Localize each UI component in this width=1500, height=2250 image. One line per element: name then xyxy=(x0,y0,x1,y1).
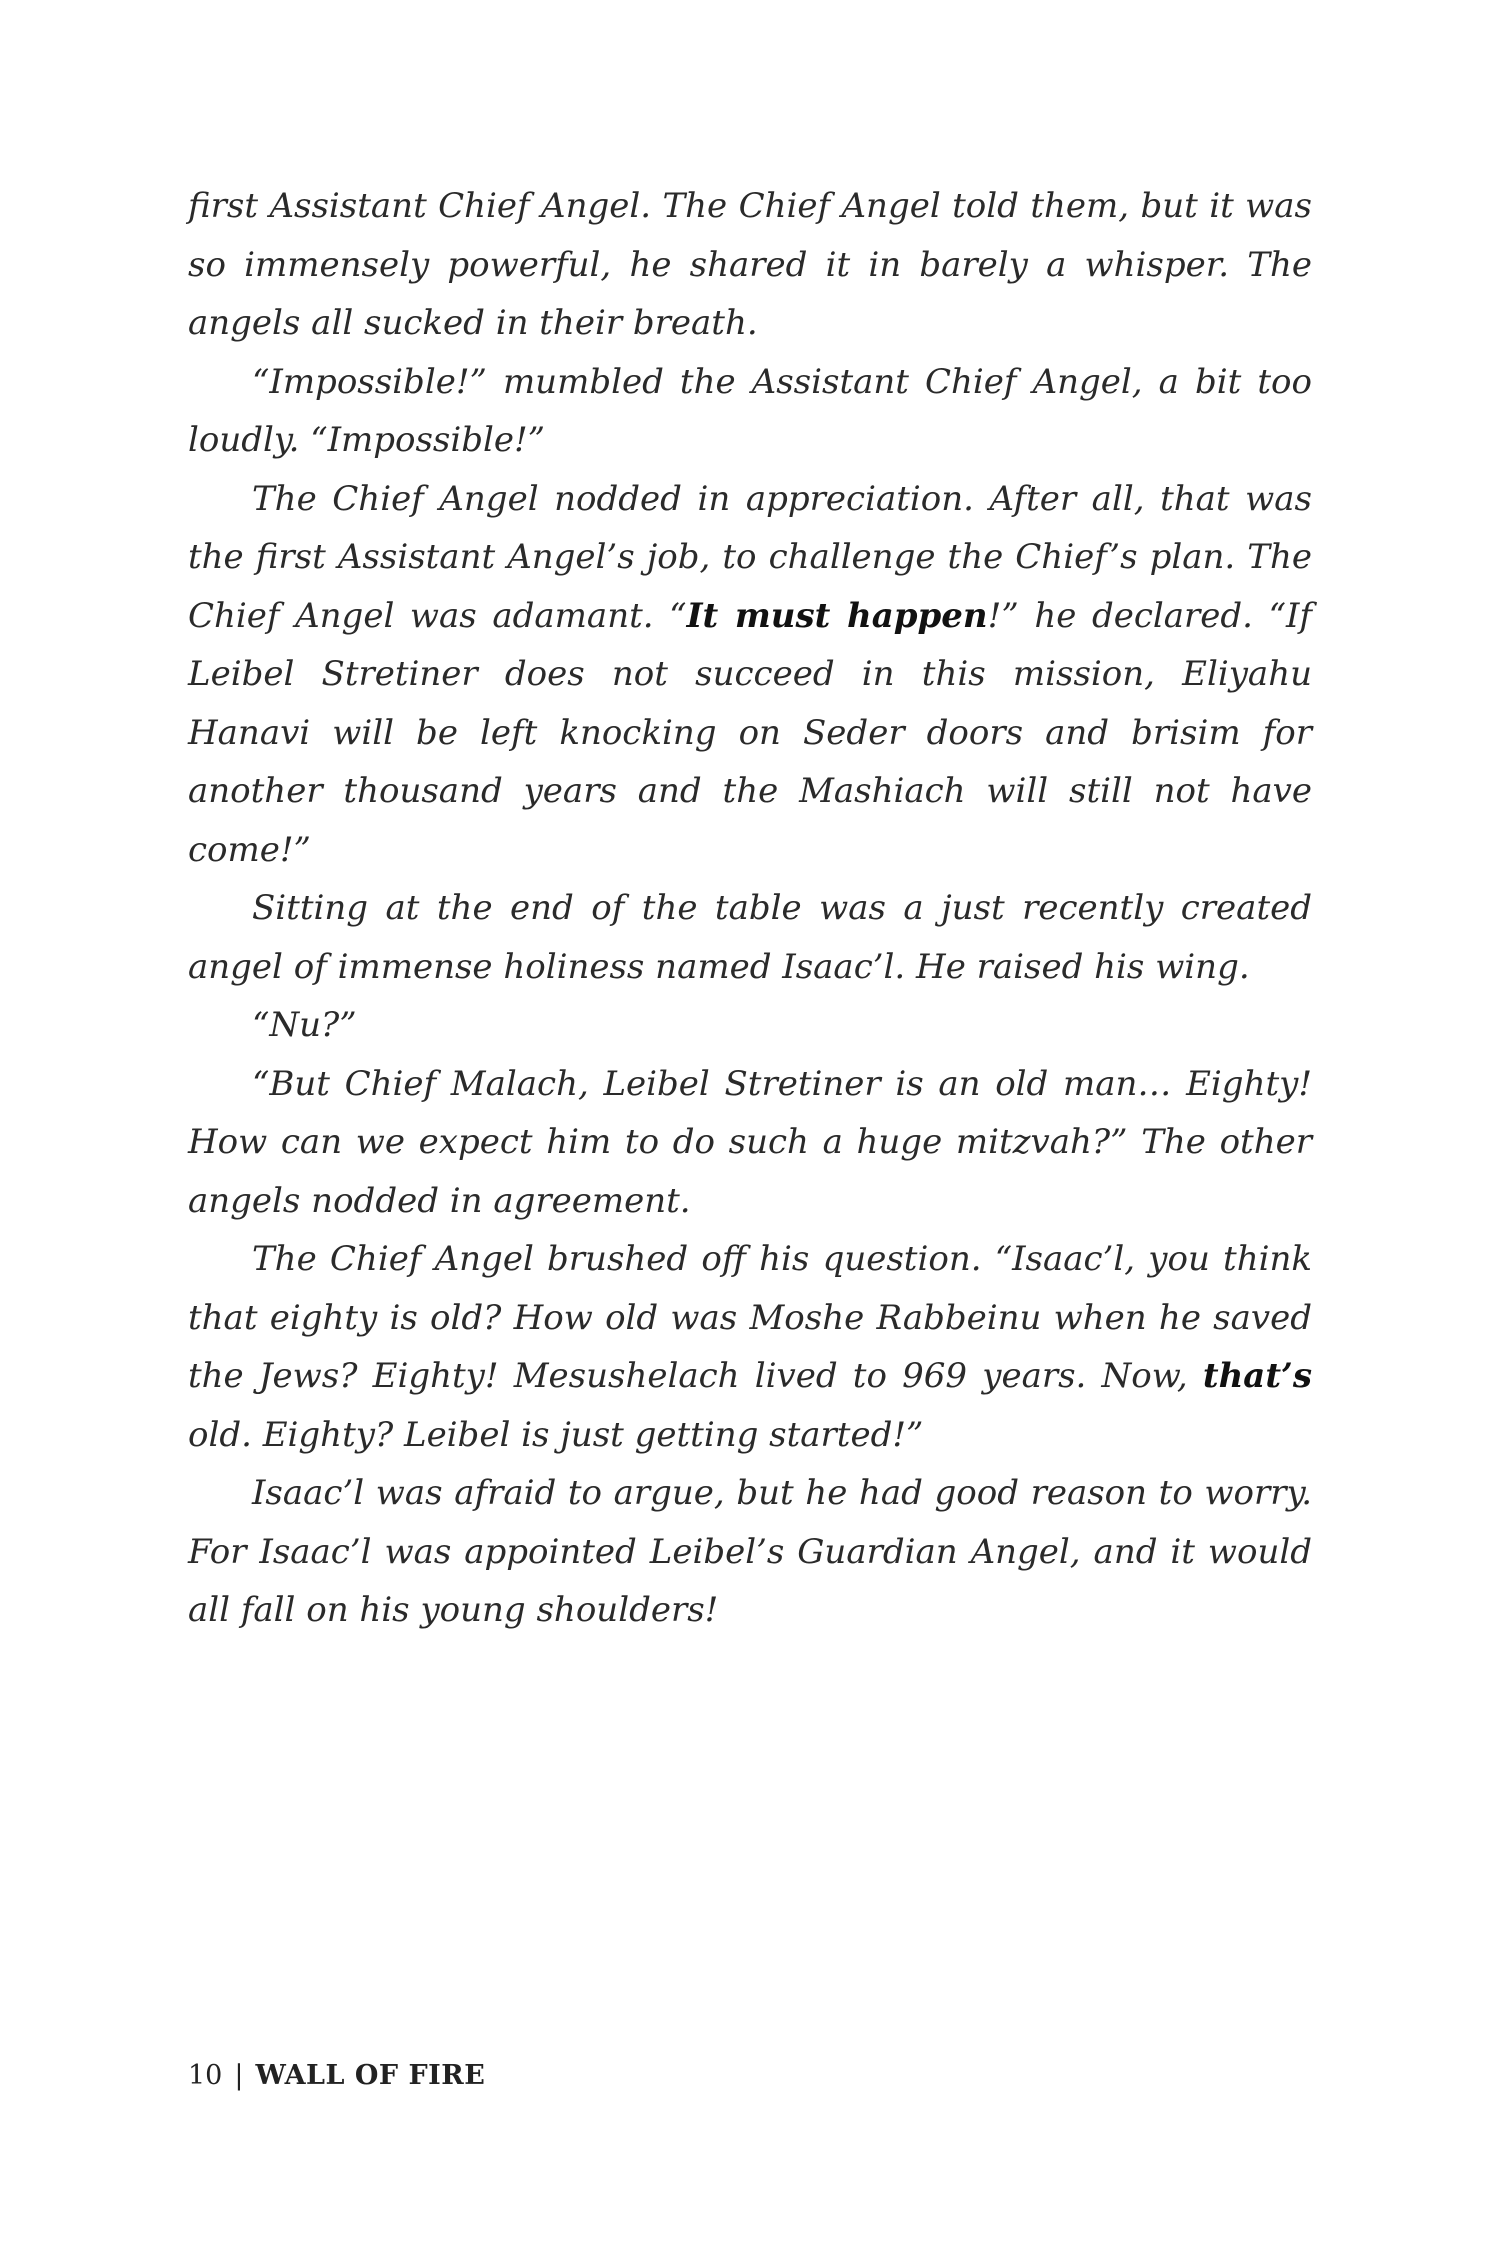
text-segment: old. Eighty? Leibel is just getting started!” xyxy=(188,1414,924,1455)
paragraph xyxy=(188,1055,1312,1231)
paragraph xyxy=(188,1464,1312,1640)
paragraph xyxy=(188,879,1312,996)
page-number: 10 xyxy=(188,2060,223,2091)
emphasis-text: It must happen xyxy=(686,595,988,636)
footer-separator: | xyxy=(234,2060,244,2091)
paragraph xyxy=(188,1230,1312,1464)
emphasis-text: that’s xyxy=(1202,1356,1312,1396)
paragraph xyxy=(188,353,1312,470)
book-title: WALL OF FIRE xyxy=(255,2060,486,2091)
body-text xyxy=(188,177,1312,1640)
text-segment: The Chief Angel brushed off his question. “Isaac’l, you think that eighty is old? How old was Moshe Rabbeinu when he saved the Jews? Eighty! Mesushelach lived to 969 years. Now, xyxy=(188,1239,1312,1396)
text-segment: first Assistant Chief Angel. The Chief Angel told them, but it was so immensely powerful, he shared it in barely a whisper. The angels all sucked in their breath. xyxy=(188,186,1312,343)
text-segment: “Nu?” xyxy=(252,1005,357,1045)
page-footer xyxy=(188,2060,485,2091)
text-segment: Sitting at the end of the table was a just recently created angel of immense holiness named Isaac’l. He raised his wing. xyxy=(188,888,1312,987)
text-segment: “But Chief Malach, Leibel Stretiner is an old man… Eighty! How can we expect him to do such a huge mitzvah?” The other angels nodded in agreement. xyxy=(188,1063,1312,1221)
paragraph xyxy=(188,177,1312,353)
paragraph xyxy=(188,996,1312,1055)
text-segment: Isaac’l was afraid to argue, but he had good reason to worry. For Isaac’l was appointed Leibel’s Guardian Angel, and it would all fall on his young shoulders! xyxy=(188,1473,1312,1630)
paragraph xyxy=(188,470,1312,880)
text-segment: “Impossible!” mumbled the Assistant Chief Angel, a bit too loudly. “Impossible!” xyxy=(188,361,1312,460)
text-segment: The Chief Angel nodded in appreciation. After all, that was the first Assistant Angel’s job, to challenge the Chief’s plan. The Chief Angel was adamant. “ xyxy=(188,478,1312,636)
text-segment: !” he declared. “If Leibel Stretiner does not succeed in this mission, Eliyahu Hanavi will be left knocking on Seder doors and brisim for another thousand years and the Mashiach will still not have come!” xyxy=(188,595,1312,870)
